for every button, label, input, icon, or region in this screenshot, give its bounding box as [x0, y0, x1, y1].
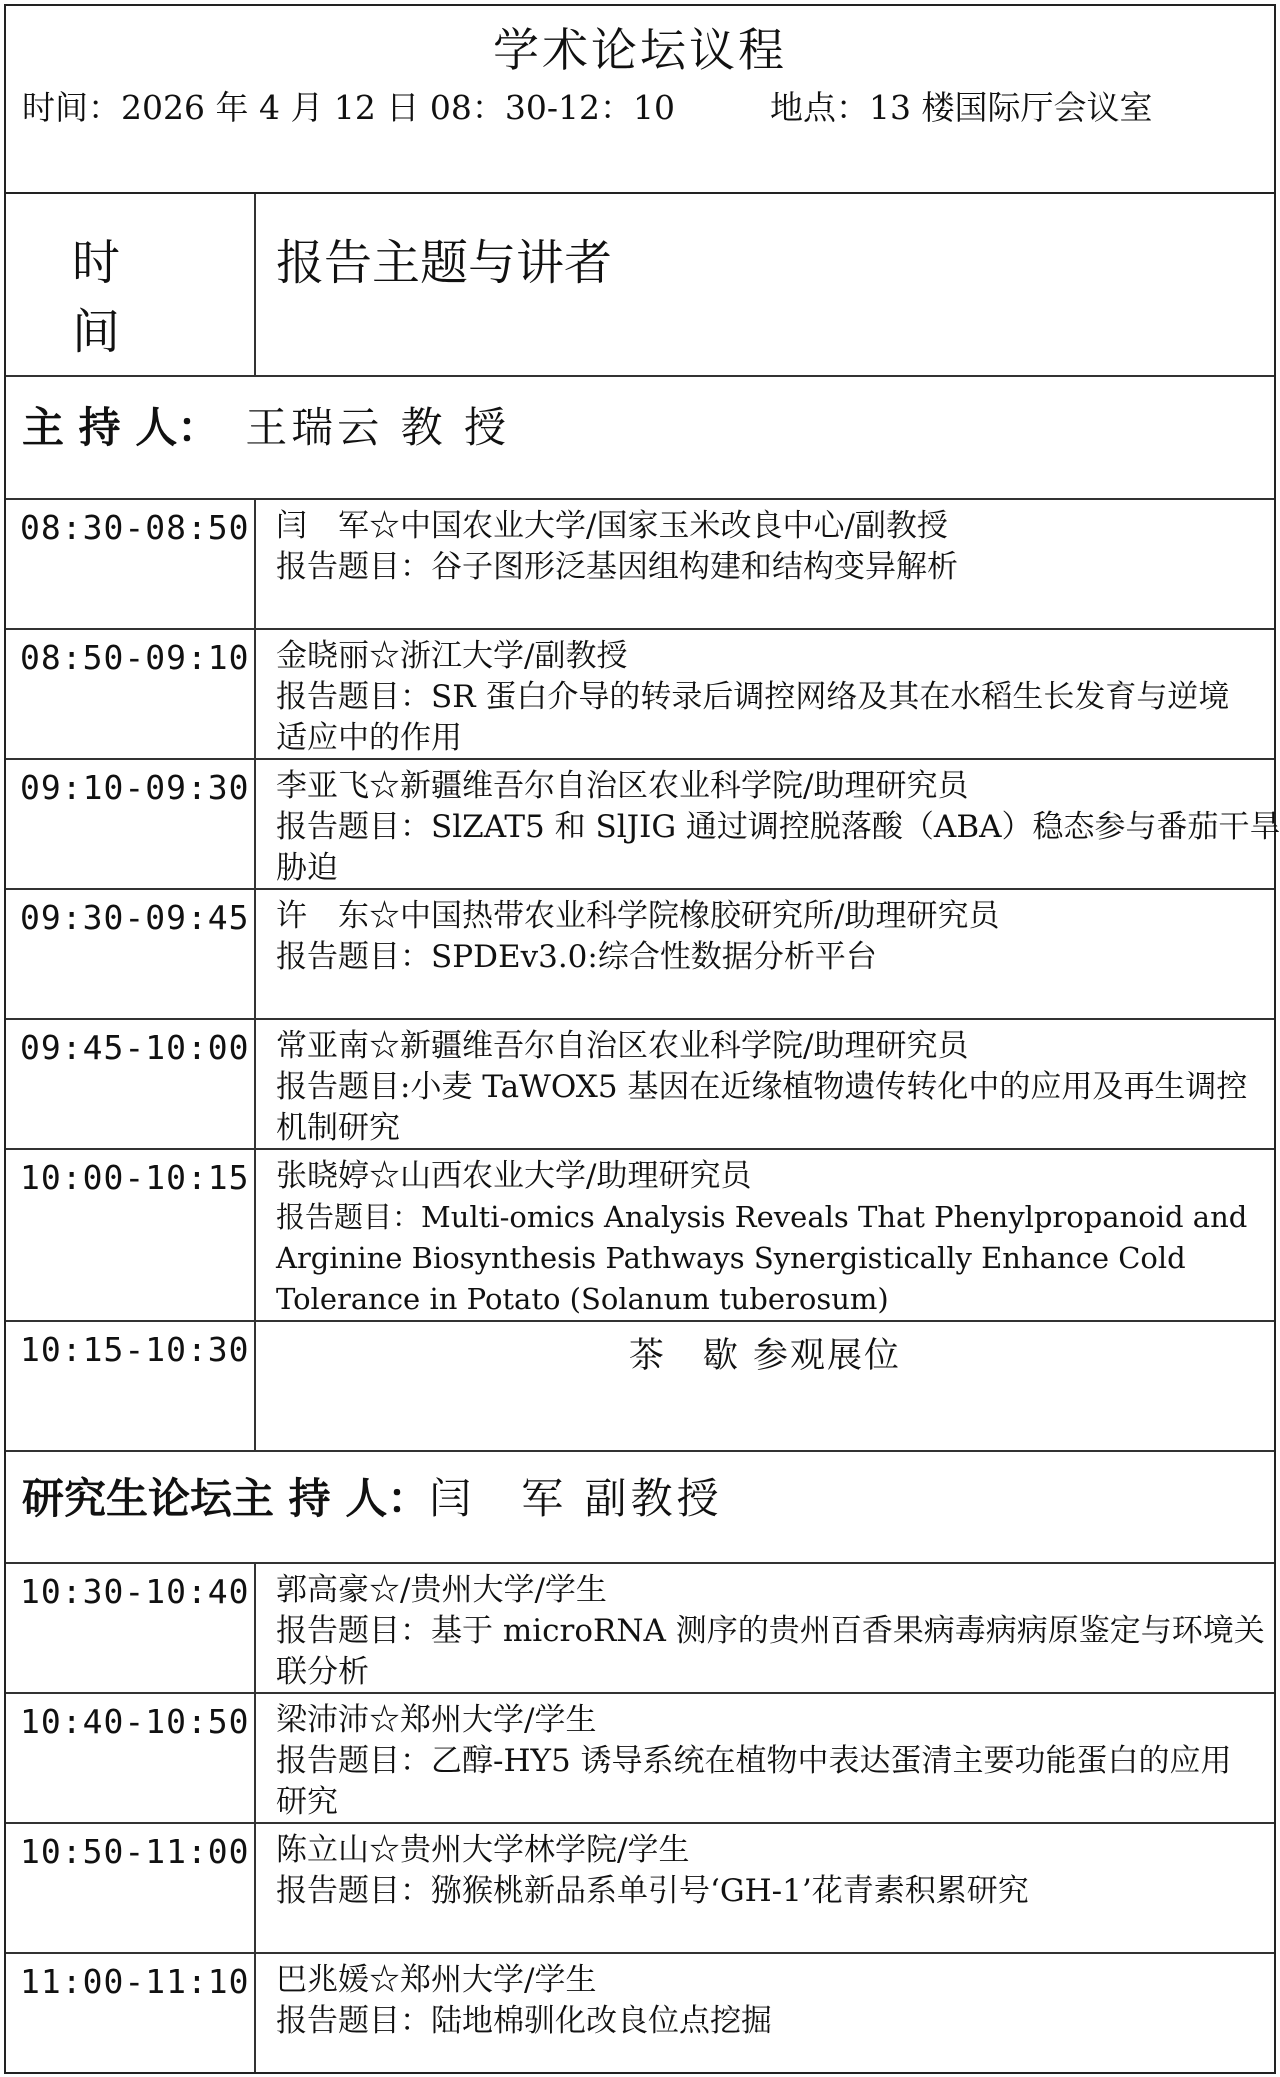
speaker: 李亚飞☆新疆维吾尔自治区农业科学院/助理研究员 — [276, 768, 969, 804]
topic-line: Tolerance in Potato (Solanum tuberosum) — [276, 1282, 889, 1316]
time-cell — [6, 1322, 256, 1450]
time-cell — [6, 760, 256, 888]
session-time: 08:50-09:10 — [20, 638, 250, 677]
topic-line: 报告题目：SR 蛋白介导的转录后调控网络及其在水稻生长发育与逆境 — [276, 679, 1230, 715]
time-cell — [6, 1824, 256, 1952]
event-location: 地点：13 楼国际厅会议室 — [770, 88, 1153, 127]
table-row — [6, 500, 1274, 630]
speaker: 梁沛沛☆郑州大学/学生 — [276, 1702, 597, 1738]
session-content — [276, 896, 1260, 978]
topic-line: 报告题目：陆地棉驯化改良位点挖掘 — [276, 2003, 772, 2039]
table-row — [6, 1824, 1274, 1954]
session-content — [276, 766, 1280, 889]
session-time: 11:00-11:10 — [20, 1962, 250, 2001]
speaker: 陈立山☆贵州大学林学院/学生 — [276, 1832, 690, 1868]
session-time: 08:30-08:50 — [20, 508, 250, 547]
session-content — [276, 1026, 1260, 1149]
table-row — [6, 890, 1274, 1020]
session-time: 09:30-09:45 — [20, 898, 250, 937]
topic-line: 研究 — [276, 1784, 338, 1820]
session-time: 09:45-10:00 — [20, 1028, 250, 1067]
speaker: 巴兆媛☆郑州大学/学生 — [276, 1962, 597, 1998]
table-row — [6, 1954, 1274, 2072]
time-cell — [6, 1020, 256, 1148]
table-row — [6, 760, 1280, 890]
host-name: 王瑞云 教 授 — [245, 403, 510, 452]
session-time: 10:40-10:50 — [20, 1702, 250, 1741]
time-cell — [6, 1954, 256, 2072]
topic-line: 报告题目：乙醇-HY5 诱导系统在植物中表达蛋清主要功能蛋白的应用 — [276, 1743, 1232, 1779]
session-time: 10:00-10:15 — [20, 1158, 250, 1197]
table-row — [6, 1564, 1274, 1694]
speaker: 闫 军☆中国农业大学/国家玉米改良中心/副教授 — [276, 508, 948, 544]
table-row — [6, 630, 1274, 760]
topic-line: Arginine Biosynthesis Pathways Synergistically Enhance Cold — [276, 1241, 1186, 1275]
table-row — [6, 1020, 1274, 1150]
agenda-document — [4, 4, 1280, 2074]
topic-line: 适应中的作用 — [276, 720, 462, 756]
time-cell — [6, 1564, 256, 1692]
table-row — [6, 1150, 1274, 1322]
topic-line: 报告题目：猕猴桃新品系单引号‘GH-1’花青素积累研究 — [276, 1873, 1029, 1909]
break-label: 茶 歇 参观展位 — [628, 1336, 902, 1376]
time-cell — [6, 630, 256, 758]
time-cell — [6, 890, 256, 1018]
topic-line: 报告题目:小麦 TaWOX5 基因在近缘植物遗传转化中的应用及再生调控 — [276, 1069, 1248, 1105]
time-cell — [6, 500, 256, 628]
speaker: 常亚南☆新疆维吾尔自治区农业科学院/助理研究员 — [276, 1028, 969, 1064]
topic-line: 报告题目：SPDEv3.0:综合性数据分析平台 — [276, 939, 877, 975]
session-content — [276, 636, 1260, 759]
host-row — [6, 1452, 1274, 1564]
host-line — [22, 1466, 723, 1526]
table-row — [6, 1694, 1274, 1824]
session-time: 10:30-10:40 — [20, 1572, 250, 1611]
speaker: 金晓丽☆浙江大学/副教授 — [276, 638, 628, 674]
topic-line: 联分析 — [276, 1654, 369, 1690]
topic-line: 报告题目：基于 microRNA 测序的贵州百香果病毒病病原鉴定与环境关 — [276, 1613, 1265, 1649]
session-time: 10:50-11:00 — [20, 1832, 250, 1871]
topic-line: 机制研究 — [276, 1110, 400, 1146]
topic-line: 报告题目：Multi-omics Analysis Reveals That Phenylpropanoid and — [276, 1200, 1248, 1234]
speaker: 许 东☆中国热带农业科学院橡胶研究所/助理研究员 — [276, 898, 1000, 934]
page-title: 学术论坛议程 — [493, 23, 787, 77]
host-name: 闫 军 副教授 — [429, 1474, 723, 1523]
session-content — [276, 1156, 1260, 1320]
speaker: 张晓婷☆山西农业大学/助理研究员 — [276, 1158, 752, 1194]
table-header-time: 时 间 — [72, 235, 145, 360]
break-row — [6, 1322, 1274, 1452]
host-label: 主 持 人： — [22, 403, 220, 452]
agenda-header — [6, 6, 1274, 194]
table-header-time-cell — [6, 194, 256, 375]
topic-line: 胁迫 — [276, 850, 338, 886]
table-header-topic: 报告主题与讲者 — [276, 235, 613, 291]
session-content — [276, 1960, 1260, 2042]
session-time: 09:10-09:30 — [20, 768, 250, 807]
time-cell — [6, 1694, 256, 1822]
event-time: 时间：2026 年 4 月 12 日 08：30-12：10 — [22, 88, 676, 127]
break-time: 10:15-10:30 — [20, 1330, 250, 1369]
session-content — [276, 1830, 1260, 1912]
host-row — [6, 377, 1274, 500]
host-label: 研究生论坛主 持 人： — [22, 1474, 430, 1523]
table-header-row — [6, 194, 1274, 377]
session-content — [276, 1700, 1260, 1823]
time-cell — [6, 1150, 256, 1320]
session-content — [276, 1570, 1265, 1693]
session-content — [276, 506, 1260, 588]
topic-line: 报告题目：谷子图形泛基因组构建和结构变异解析 — [276, 549, 958, 585]
host-line — [22, 395, 510, 455]
topic-line: 报告题目：SlZAT5 和 SlJIG 通过调控脱落酸（ABA）稳态参与番茄干旱 — [276, 809, 1280, 845]
speaker: 郭高豪☆/贵州大学/学生 — [276, 1572, 607, 1608]
